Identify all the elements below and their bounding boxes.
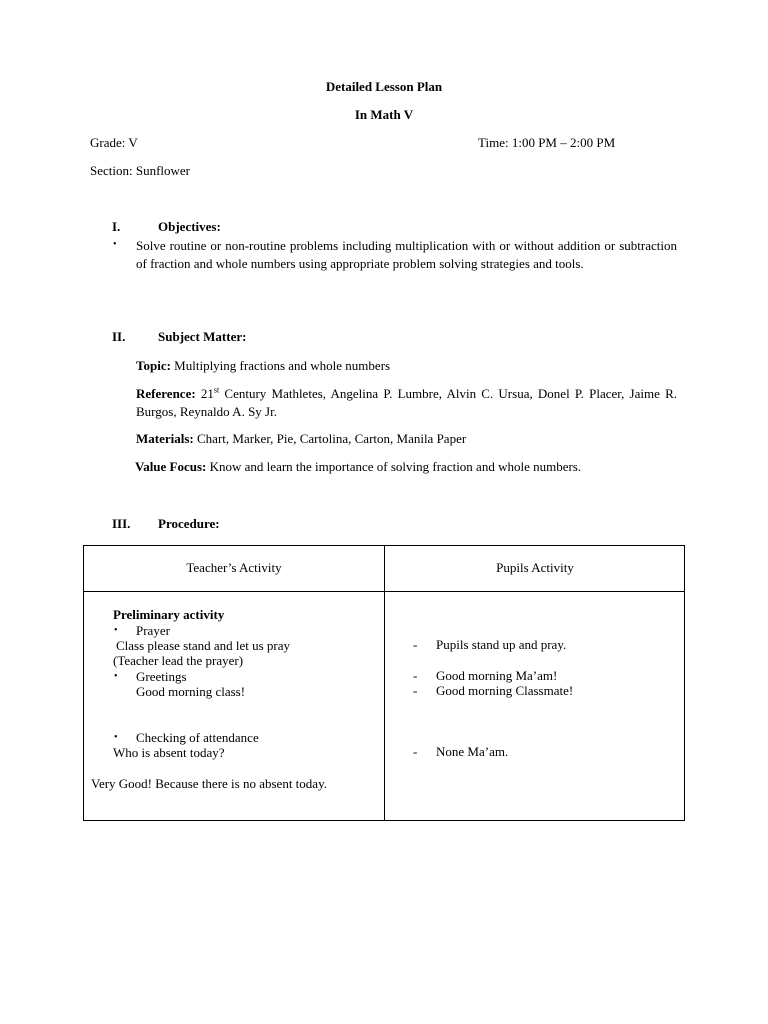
pupils-activity-header: Pupils Activity xyxy=(496,560,574,575)
procedure-number: III. xyxy=(112,516,131,531)
topic-value: Multiplying fractions and whole numbers xyxy=(174,358,391,373)
value-focus-field xyxy=(135,459,581,475)
greetings-item: Greetings xyxy=(136,669,187,684)
greetings-bullet-icon: • xyxy=(114,671,118,682)
reference-field xyxy=(136,385,677,421)
materials-field xyxy=(136,431,466,447)
teacher-activity-header: Teacher’s Activity xyxy=(186,560,282,575)
materials-value: Chart, Marker, Pie, Cartolina, Carton, Manila Paper xyxy=(197,431,467,446)
procedure-heading: Procedure: xyxy=(158,516,220,531)
pupil-dash-1: - xyxy=(413,637,418,652)
table-column-divider xyxy=(384,546,385,820)
objectives-number: I. xyxy=(112,219,121,234)
grade-label: Grade: V xyxy=(90,135,138,150)
materials-label: Materials: xyxy=(136,431,194,446)
section-label: Section: Sunflower xyxy=(90,163,191,178)
objectives-text: Solve routine or non-routine problems including multiplication with or without addition or subtraction of fraction and whole numbers using appropriate problem solving strategies and tools. xyxy=(136,238,677,271)
document-title: Detailed Lesson Plan xyxy=(325,79,443,94)
subject-matter-heading: Subject Matter: xyxy=(158,329,247,344)
attendance-line: Who is absent today? xyxy=(113,745,225,760)
closing-line: Very Good! Because there is no absent today. xyxy=(91,776,327,791)
prayer-line-2: (Teacher lead the prayer) xyxy=(113,653,244,668)
subject-matter-number: II. xyxy=(112,329,126,344)
attendance-item: Checking of attendance xyxy=(136,730,259,745)
pupil-response-2: Good morning Ma’am! xyxy=(436,668,558,683)
greetings-line: Good morning class! xyxy=(136,684,246,699)
topic-field xyxy=(136,358,390,374)
prayer-line-1: Class please stand and let us pray xyxy=(116,638,291,653)
pupil-response-4: None Ma’am. xyxy=(436,744,509,759)
value-focus-label: Value Focus: xyxy=(135,459,207,474)
objectives-heading: Objectives: xyxy=(158,219,221,234)
topic-label: Topic: xyxy=(136,358,171,373)
table-header-divider xyxy=(84,591,684,592)
value-focus-value: Know and learn the importance of solving fraction and whole numbers. xyxy=(209,459,582,474)
reference-superscript: st xyxy=(213,385,220,395)
pupil-dash-2: - xyxy=(413,668,418,683)
preliminary-activity-heading: Preliminary activity xyxy=(113,607,225,622)
document-subtitle: In Math V xyxy=(354,107,414,122)
reference-value: Century Mathletes, Angelina P. Lumbre, Alvin C. Ursua, Donel P. Placer, Jaime R. Burgos, Reynaldo A. Sy Jr. xyxy=(136,386,677,419)
procedure-table xyxy=(83,545,685,821)
attendance-bullet-icon: • xyxy=(114,732,118,743)
reference-label: Reference: xyxy=(136,386,196,401)
reference-number: 21 xyxy=(200,386,214,401)
objectives-bullet-icon: • xyxy=(113,239,117,250)
pupil-response-1: Pupils stand up and pray. xyxy=(436,637,567,652)
prayer-bullet-icon: • xyxy=(114,625,118,636)
time-label: Time: 1:00 PM – 2:00 PM xyxy=(478,135,616,150)
pupil-dash-3: - xyxy=(413,683,418,698)
pupil-response-3: Good morning Classmate! xyxy=(436,683,574,698)
pupil-dash-4: - xyxy=(413,744,418,759)
prayer-item: Prayer xyxy=(136,623,170,638)
